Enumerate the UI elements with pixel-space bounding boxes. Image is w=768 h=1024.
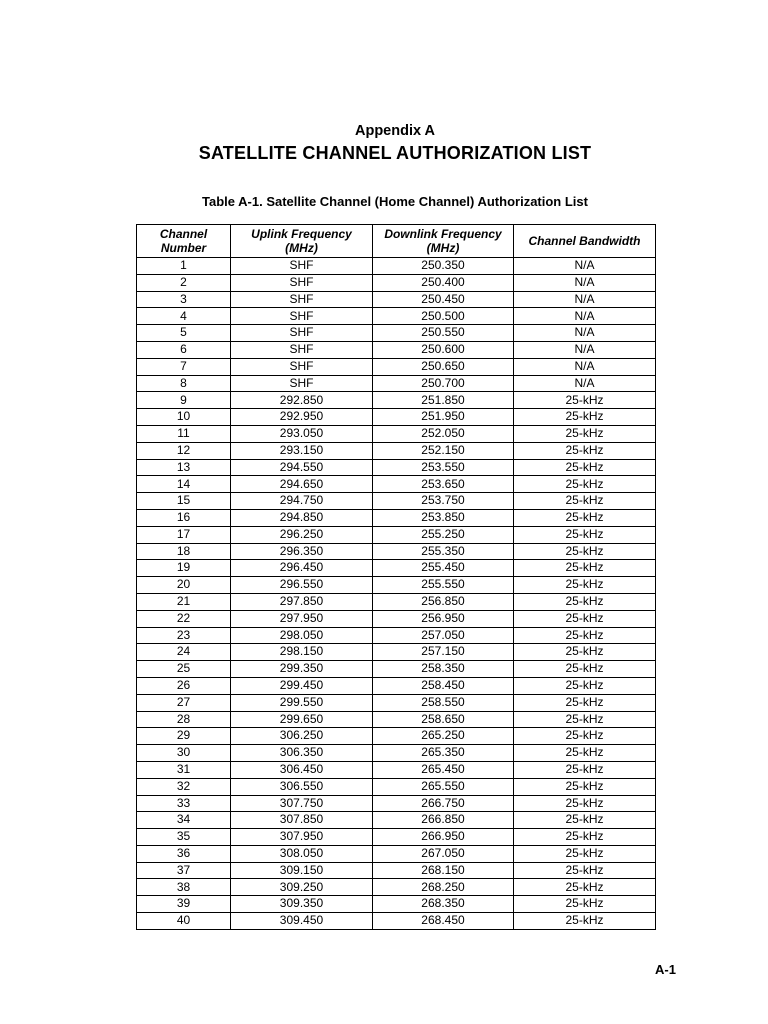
cell-downlink-frequency: 250.400 [373, 274, 514, 291]
cell-channel-bandwidth: 25-kHz [514, 677, 656, 694]
cell-downlink-frequency: 266.850 [373, 812, 514, 829]
table-row [137, 375, 656, 392]
table-row [137, 711, 656, 728]
cell-uplink-frequency: 294.850 [231, 509, 373, 526]
table-row [137, 291, 656, 308]
authorization-table [136, 224, 656, 930]
cell-downlink-frequency: 265.250 [373, 728, 514, 745]
cell-channel-bandwidth: 25-kHz [514, 493, 656, 510]
cell-channel-bandwidth: 25-kHz [514, 392, 656, 409]
table-row [137, 476, 656, 493]
table-row [137, 761, 656, 778]
header-downlink-line2: (MHz) [426, 241, 460, 255]
table-row [137, 258, 656, 275]
cell-uplink-frequency: 294.550 [231, 459, 373, 476]
cell-channel-bandwidth: N/A [514, 375, 656, 392]
cell-uplink-frequency: 299.350 [231, 661, 373, 678]
cell-downlink-frequency: 268.450 [373, 913, 514, 930]
table-row [137, 661, 656, 678]
cell-channel-bandwidth: 25-kHz [514, 442, 656, 459]
cell-downlink-frequency: 266.750 [373, 795, 514, 812]
cell-uplink-frequency: 307.750 [231, 795, 373, 812]
table-row [137, 274, 656, 291]
cell-channel-number: 27 [137, 694, 231, 711]
cell-channel-bandwidth: 25-kHz [514, 728, 656, 745]
cell-channel-bandwidth: 25-kHz [514, 694, 656, 711]
cell-channel-number: 16 [137, 509, 231, 526]
cell-channel-bandwidth: 25-kHz [514, 526, 656, 543]
table-row [137, 644, 656, 661]
header-uplink-line2: (MHz) [285, 241, 318, 255]
cell-channel-number: 25 [137, 661, 231, 678]
header-channel-line1: Channel [159, 227, 208, 241]
cell-channel-number: 24 [137, 644, 231, 661]
cell-uplink-frequency: SHF [231, 325, 373, 342]
cell-channel-bandwidth: 25-kHz [514, 476, 656, 493]
cell-channel-bandwidth: N/A [514, 325, 656, 342]
cell-channel-number: 6 [137, 341, 231, 358]
cell-channel-number: 2 [137, 274, 231, 291]
header-downlink-line1: Downlink Frequency [384, 227, 502, 241]
cell-channel-bandwidth: 25-kHz [514, 896, 656, 913]
cell-channel-number: 39 [137, 896, 231, 913]
cell-downlink-frequency: 257.050 [373, 627, 514, 644]
cell-downlink-frequency: 252.150 [373, 442, 514, 459]
cell-channel-number: 4 [137, 308, 231, 325]
cell-downlink-frequency: 265.350 [373, 745, 514, 762]
cell-channel-bandwidth: 25-kHz [514, 543, 656, 560]
cell-uplink-frequency: 294.650 [231, 476, 373, 493]
cell-uplink-frequency: 293.050 [231, 425, 373, 442]
cell-uplink-frequency: 296.450 [231, 560, 373, 577]
table-row [137, 812, 656, 829]
cell-channel-number: 29 [137, 728, 231, 745]
cell-downlink-frequency: 253.850 [373, 509, 514, 526]
cell-downlink-frequency: 258.350 [373, 661, 514, 678]
table-row [137, 610, 656, 627]
table-row [137, 593, 656, 610]
cell-downlink-frequency: 250.350 [373, 258, 514, 275]
cell-downlink-frequency: 258.550 [373, 694, 514, 711]
cell-uplink-frequency: 299.450 [231, 677, 373, 694]
cell-uplink-frequency: 308.050 [231, 845, 373, 862]
cell-uplink-frequency: 298.150 [231, 644, 373, 661]
table-row [137, 358, 656, 375]
table-row [137, 845, 656, 862]
cell-channel-bandwidth: N/A [514, 258, 656, 275]
table-row [137, 745, 656, 762]
cell-channel-bandwidth: 25-kHz [514, 761, 656, 778]
cell-channel-number: 33 [137, 795, 231, 812]
cell-channel-number: 12 [137, 442, 231, 459]
cell-channel-number: 7 [137, 358, 231, 375]
cell-uplink-frequency: 309.450 [231, 913, 373, 930]
cell-downlink-frequency: 255.550 [373, 577, 514, 594]
cell-channel-bandwidth: 25-kHz [514, 409, 656, 426]
table-row [137, 308, 656, 325]
cell-channel-number: 13 [137, 459, 231, 476]
cell-uplink-frequency: 309.350 [231, 896, 373, 913]
table-row [137, 325, 656, 342]
cell-channel-number: 35 [137, 829, 231, 846]
cell-uplink-frequency: 307.850 [231, 812, 373, 829]
table-row [137, 459, 656, 476]
table-row [137, 694, 656, 711]
cell-uplink-frequency: 306.450 [231, 761, 373, 778]
cell-uplink-frequency: 309.150 [231, 862, 373, 879]
cell-channel-bandwidth: 25-kHz [514, 879, 656, 896]
table-row [137, 425, 656, 442]
table-body [137, 258, 656, 930]
page-number: A-1 [655, 962, 676, 977]
cell-downlink-frequency: 258.450 [373, 677, 514, 694]
cell-downlink-frequency: 250.700 [373, 375, 514, 392]
cell-downlink-frequency: 253.750 [373, 493, 514, 510]
cell-channel-bandwidth: 25-kHz [514, 509, 656, 526]
cell-uplink-frequency: SHF [231, 274, 373, 291]
cell-uplink-frequency: 306.350 [231, 745, 373, 762]
table-row [137, 829, 656, 846]
cell-channel-bandwidth: 25-kHz [514, 829, 656, 846]
header-uplink-frequency [231, 225, 373, 258]
cell-uplink-frequency: SHF [231, 341, 373, 358]
cell-uplink-frequency: SHF [231, 358, 373, 375]
table-row [137, 778, 656, 795]
table-row [137, 543, 656, 560]
cell-channel-number: 36 [137, 845, 231, 862]
cell-channel-number: 40 [137, 913, 231, 930]
cell-downlink-frequency: 252.050 [373, 425, 514, 442]
cell-downlink-frequency: 268.350 [373, 896, 514, 913]
cell-downlink-frequency: 266.950 [373, 829, 514, 846]
table-row [137, 509, 656, 526]
cell-channel-bandwidth: 25-kHz [514, 812, 656, 829]
cell-channel-bandwidth: 25-kHz [514, 644, 656, 661]
cell-uplink-frequency: 293.150 [231, 442, 373, 459]
cell-channel-bandwidth: 25-kHz [514, 459, 656, 476]
table-row [137, 392, 656, 409]
cell-channel-bandwidth: 25-kHz [514, 610, 656, 627]
cell-channel-bandwidth: 25-kHz [514, 627, 656, 644]
cell-uplink-frequency: 297.950 [231, 610, 373, 627]
cell-uplink-frequency: 298.050 [231, 627, 373, 644]
cell-downlink-frequency: 258.650 [373, 711, 514, 728]
table-row [137, 493, 656, 510]
cell-downlink-frequency: 250.550 [373, 325, 514, 342]
cell-uplink-frequency: 297.850 [231, 593, 373, 610]
cell-channel-bandwidth: N/A [514, 291, 656, 308]
cell-channel-number: 19 [137, 560, 231, 577]
cell-channel-number: 30 [137, 745, 231, 762]
table-row [137, 526, 656, 543]
table-row [137, 913, 656, 930]
cell-uplink-frequency: 296.250 [231, 526, 373, 543]
table-row [137, 442, 656, 459]
cell-channel-number: 34 [137, 812, 231, 829]
cell-channel-bandwidth: 25-kHz [514, 661, 656, 678]
cell-uplink-frequency: SHF [231, 308, 373, 325]
cell-uplink-frequency: 309.250 [231, 879, 373, 896]
cell-channel-number: 28 [137, 711, 231, 728]
cell-downlink-frequency: 251.950 [373, 409, 514, 426]
cell-downlink-frequency: 265.550 [373, 778, 514, 795]
header-uplink-line1: Uplink Frequency [251, 227, 352, 241]
cell-uplink-frequency: SHF [231, 258, 373, 275]
cell-channel-number: 38 [137, 879, 231, 896]
cell-uplink-frequency: SHF [231, 375, 373, 392]
cell-uplink-frequency: 296.350 [231, 543, 373, 560]
cell-channel-number: 1 [137, 258, 231, 275]
appendix-label: Appendix A [354, 123, 436, 139]
cell-channel-bandwidth: 25-kHz [514, 745, 656, 762]
cell-channel-number: 10 [137, 409, 231, 426]
cell-channel-bandwidth: N/A [514, 274, 656, 291]
cell-downlink-frequency: 250.500 [373, 308, 514, 325]
table-row [137, 677, 656, 694]
cell-downlink-frequency: 255.350 [373, 543, 514, 560]
cell-downlink-frequency: 256.950 [373, 610, 514, 627]
cell-downlink-frequency: 267.050 [373, 845, 514, 862]
cell-channel-bandwidth: 25-kHz [514, 425, 656, 442]
cell-downlink-frequency: 250.450 [373, 291, 514, 308]
table-row [137, 879, 656, 896]
cell-downlink-frequency: 257.150 [373, 644, 514, 661]
cell-channel-number: 17 [137, 526, 231, 543]
header-channel-line2: Number [160, 241, 207, 255]
cell-channel-bandwidth: N/A [514, 341, 656, 358]
cell-channel-number: 26 [137, 677, 231, 694]
cell-uplink-frequency: 294.750 [231, 493, 373, 510]
cell-channel-bandwidth: 25-kHz [514, 862, 656, 879]
table-row [137, 560, 656, 577]
header-downlink-frequency [373, 225, 514, 258]
table-row [137, 896, 656, 913]
cell-downlink-frequency: 255.250 [373, 526, 514, 543]
table-header-row [137, 225, 656, 258]
header-channel-number [137, 225, 231, 258]
cell-channel-bandwidth: 25-kHz [514, 845, 656, 862]
cell-downlink-frequency: 253.650 [373, 476, 514, 493]
table-row [137, 627, 656, 644]
cell-uplink-frequency: 306.550 [231, 778, 373, 795]
table-row [137, 577, 656, 594]
cell-channel-number: 18 [137, 543, 231, 560]
cell-channel-number: 11 [137, 425, 231, 442]
cell-channel-number: 23 [137, 627, 231, 644]
table-row [137, 341, 656, 358]
cell-channel-number: 15 [137, 493, 231, 510]
cell-channel-number: 8 [137, 375, 231, 392]
page-title: SATELLITE CHANNEL AUTHORIZATION LIST [198, 143, 592, 163]
cell-channel-bandwidth: N/A [514, 308, 656, 325]
cell-channel-number: 21 [137, 593, 231, 610]
cell-uplink-frequency: 306.250 [231, 728, 373, 745]
cell-uplink-frequency: SHF [231, 291, 373, 308]
table-row [137, 795, 656, 812]
cell-uplink-frequency: 299.650 [231, 711, 373, 728]
cell-channel-bandwidth: N/A [514, 358, 656, 375]
cell-downlink-frequency: 268.150 [373, 862, 514, 879]
cell-downlink-frequency: 250.650 [373, 358, 514, 375]
table-caption: Table A-1. Satellite Channel (Home Channel) Authorization List [202, 194, 588, 209]
cell-uplink-frequency: 299.550 [231, 694, 373, 711]
cell-channel-number: 32 [137, 778, 231, 795]
table-row [137, 862, 656, 879]
table-row [137, 409, 656, 426]
cell-channel-bandwidth: 25-kHz [514, 560, 656, 577]
cell-channel-bandwidth: 25-kHz [514, 913, 656, 930]
cell-channel-number: 22 [137, 610, 231, 627]
cell-channel-bandwidth: 25-kHz [514, 577, 656, 594]
cell-uplink-frequency: 296.550 [231, 577, 373, 594]
cell-channel-number: 5 [137, 325, 231, 342]
cell-downlink-frequency: 265.450 [373, 761, 514, 778]
cell-downlink-frequency: 256.850 [373, 593, 514, 610]
cell-downlink-frequency: 255.450 [373, 560, 514, 577]
cell-channel-number: 14 [137, 476, 231, 493]
cell-downlink-frequency: 253.550 [373, 459, 514, 476]
cell-channel-number: 9 [137, 392, 231, 409]
cell-channel-number: 3 [137, 291, 231, 308]
cell-channel-bandwidth: 25-kHz [514, 795, 656, 812]
table-row [137, 728, 656, 745]
cell-channel-bandwidth: 25-kHz [514, 711, 656, 728]
cell-downlink-frequency: 251.850 [373, 392, 514, 409]
header-channel-bandwidth: Channel Bandwidth [514, 225, 656, 258]
cell-downlink-frequency: 268.250 [373, 879, 514, 896]
cell-channel-number: 37 [137, 862, 231, 879]
cell-channel-bandwidth: 25-kHz [514, 778, 656, 795]
cell-channel-bandwidth: 25-kHz [514, 593, 656, 610]
cell-uplink-frequency: 292.950 [231, 409, 373, 426]
cell-channel-number: 20 [137, 577, 231, 594]
cell-channel-number: 31 [137, 761, 231, 778]
cell-uplink-frequency: 307.950 [231, 829, 373, 846]
cell-downlink-frequency: 250.600 [373, 341, 514, 358]
cell-uplink-frequency: 292.850 [231, 392, 373, 409]
